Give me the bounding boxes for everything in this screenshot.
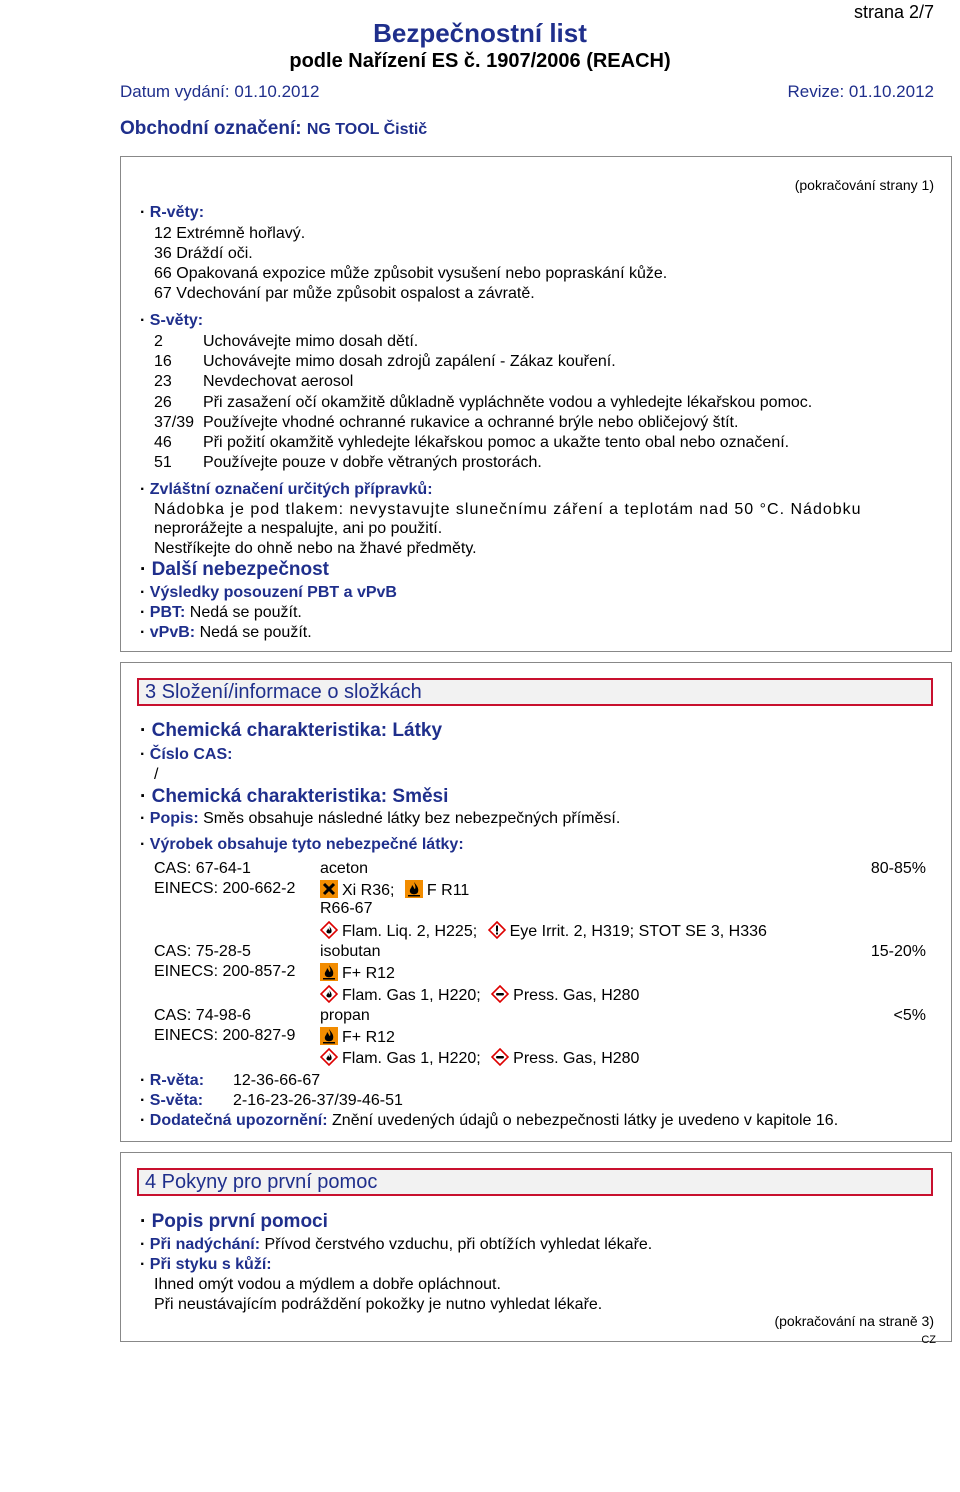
r-phrase-summary: · R-věta: (140, 1072, 205, 1089)
s-phrase-text: Uchovávejte mimo dosah zdrojů zapálení - Zákaz kouření. (203, 353, 616, 370)
einecs-cell: EINECS: 200-662-2 (154, 880, 296, 897)
special-labelling-text: neprorážejte a nespalujte, ani po použití. (154, 520, 443, 537)
ghs02-flame-icon (320, 1048, 338, 1066)
s-phrase-text: Při požití okamžitě vyhledejte lékařskou pomoc a ukažte tento obal nebo označení. (203, 434, 790, 451)
ghs02-flame-icon (320, 985, 338, 1003)
continuation-from: (pokračování strany 1) (794, 177, 934, 193)
s-phrase-text: Používejte vhodné ochranné rukavice a ochranné brýle nebo obličejový štít. (203, 414, 739, 431)
document-title: Bezpečnostní list (373, 18, 587, 48)
r-phrases-heading: · R-věty: (140, 204, 205, 221)
r-phrase: 12 Extrémně hořlavý. (154, 225, 306, 242)
continuation-to: (pokračování na straně 3) (774, 1313, 934, 1329)
trade-name-label: Obchodní označení: (120, 118, 302, 139)
skin-contact-text: Při neustávajícím podráždění pokožky je nutno vyhledat lékaře. (154, 1296, 603, 1313)
ghs02-flame-icon (320, 921, 338, 939)
trade-name (120, 118, 427, 140)
dangerous-substances-heading: · Výrobek obsahuje tyto nebezpečné látky: (140, 836, 464, 853)
section-3-heading: 3 Složení/informace o složkách (137, 678, 933, 706)
einecs-cell: EINECS: 200-857-2 (154, 963, 296, 980)
dsd-classification: F+ R12 (320, 1027, 395, 1047)
cas-cell: CAS: 74-98-6 (154, 1007, 251, 1024)
cas-number-heading: · Číslo CAS: (140, 746, 233, 763)
ghs04-gas-cylinder-icon (491, 985, 509, 1003)
cas-cell: CAS: 67-64-1 (154, 860, 251, 877)
s-phrase-code: 2 (154, 333, 163, 350)
skin-contact-text: Ihned omýt vodou a mýdlem a dobře opláchnout. (154, 1276, 501, 1293)
einecs-cell: EINECS: 200-827-9 (154, 1027, 296, 1044)
cas-cell: CAS: 75-28-5 (154, 943, 251, 960)
r-phrase: 67 Vdechování par může způsobit ospalost a závratě. (154, 285, 535, 302)
percent-cell: 15-20% (870, 943, 926, 960)
other-hazards-heading: · Další nebezpečnost (140, 559, 329, 580)
s-phrases-heading: · S-věty: (140, 312, 204, 329)
r-phrase: 66 Opakovaná expozice může způsobit vysušení nebo popraskání kůže. (154, 265, 668, 282)
s-phrase-text: Uchovávejte mimo dosah dětí. (203, 333, 419, 350)
s-phrase-text: Při zasažení očí okamžitě důkladně vypláchněte vodou a vyhledejte lékařskou pomoc. (203, 394, 813, 411)
flammable-flame-icon (405, 880, 423, 898)
additional-info-line: · Dodatečná upozornění: Znění uvedených údajů o nebezpečnosti látky je uvedeno v kapitole 16. (140, 1112, 839, 1129)
document-subtitle: podle Nařízení ES č. 1907/2006 (REACH) (289, 50, 671, 72)
special-labelling-text: Nestříkejte do ohně nebo na žhavé předměty. (154, 540, 477, 557)
flammable-flame-icon (320, 963, 338, 981)
special-labelling-text: Nádobka je pod tlakem: nevystavujte slunečnímu záření a teplotám nad 50 °C. Nádobku (154, 501, 862, 518)
substance-name: aceton (320, 860, 369, 877)
substance-name: propan (320, 1007, 370, 1024)
s-phrase-summary-value: 2-16-23-26-37/39-46-51 (233, 1092, 403, 1109)
clp-classification: Flam. Gas 1, H220; Press. Gas, H280 (320, 985, 639, 1005)
harmful-x-icon (320, 880, 338, 898)
first-aid-description-heading: · Popis první pomoci (140, 1211, 328, 1232)
language-code: CZ (921, 1334, 936, 1346)
clp-classification: Flam. Gas 1, H220; Press. Gas, H280 (320, 1048, 639, 1068)
s-phrase-text: Používejte pouze v dobře větraných prostorách. (203, 454, 542, 471)
section-4-heading: 4 Pokyny pro první pomoc (137, 1168, 933, 1196)
s-phrase-code: 16 (154, 353, 172, 370)
dsd-classification: F+ R12 (320, 963, 395, 983)
percent-cell: 80-85% (870, 860, 926, 877)
special-labelling-heading: · Zvláštní označení určitých přípravků: (140, 481, 433, 498)
s-phrase-code: 37/39 (154, 414, 195, 431)
issue-date: Datum vydání: 01.10.2012 (120, 82, 320, 101)
dsd-classification-risk: R66-67 (320, 900, 373, 917)
s-phrase-summary: · S-věta: (140, 1092, 204, 1109)
vpvb-line: · vPvB: Nedá se použít. (140, 624, 312, 641)
s-phrase-code: 51 (154, 454, 172, 471)
dsd-classification: Xi R36; F R11 (320, 880, 469, 900)
trade-name-value: NG TOOL Čistič (306, 121, 428, 138)
flammable-flame-icon (320, 1027, 338, 1045)
s-phrase-code: 46 (154, 434, 172, 451)
r-phrase-summary-value: 12-36-66-67 (233, 1072, 321, 1089)
cas-number-value: / (154, 766, 159, 783)
s-phrase-code: 26 (154, 394, 172, 411)
chem-char-mixtures: · Chemická charakteristika: Směsi (140, 786, 449, 807)
s-phrase-code: 23 (154, 373, 172, 390)
description-line: · Popis: Směs obsahuje následné látky bez nebezpečných příměsí. (140, 810, 621, 827)
percent-cell: <5% (893, 1007, 926, 1024)
clp-classification: Flam. Liq. 2, H225; Eye Irrit. 2, H319; STOT SE 3, H336 (320, 921, 767, 941)
page-number: strana 2/7 (853, 2, 934, 22)
substance-name: isobutan (320, 943, 381, 960)
ghs07-exclamation-icon (488, 921, 506, 939)
r-phrase: 36 Dráždí oči. (154, 245, 253, 262)
chem-char-substances: · Chemická charakteristika: Látky (140, 720, 443, 741)
pbt-line: · PBT: Nedá se použít. (140, 604, 302, 621)
revision-date: Revize: 01.10.2012 (787, 82, 934, 101)
s-phrase-text: Nevdechovat aerosol (203, 373, 354, 390)
skin-contact-heading: · Při styku s kůží: (140, 1256, 272, 1273)
inhalation-line: · Při nadýchání: Přívod čerstvého vzduchu, při obtížích vyhledat lékaře. (140, 1236, 653, 1253)
ghs04-gas-cylinder-icon (491, 1048, 509, 1066)
pbt-results-heading: · Výsledky posouzení PBT a vPvB (140, 584, 397, 601)
